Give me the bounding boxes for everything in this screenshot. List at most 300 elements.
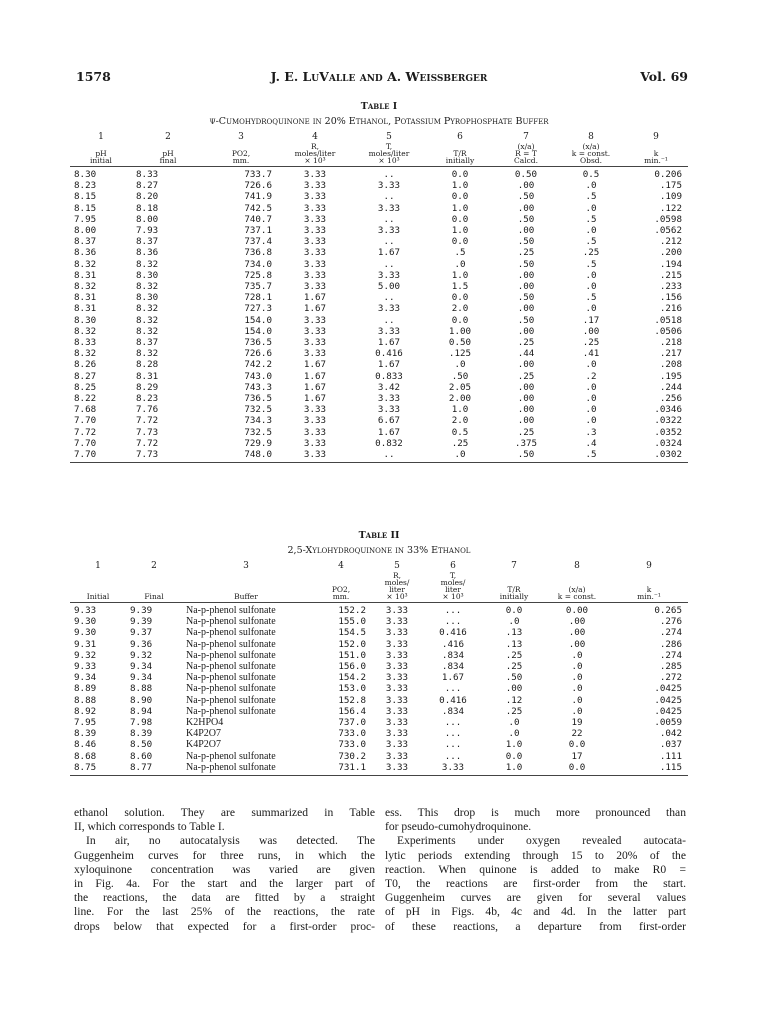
table1-cell: 3.33 bbox=[303, 225, 327, 237]
table2-cell: Na-p-phenol sulfonate bbox=[186, 649, 276, 661]
table1-cell: 7.68 bbox=[74, 404, 97, 416]
table1-cell: 8.00 bbox=[74, 225, 97, 237]
table1-cell: .212 bbox=[659, 236, 682, 248]
table1-cell: 3.33 bbox=[377, 404, 401, 416]
table1-cell: 8.29 bbox=[136, 381, 159, 393]
table-row bbox=[70, 214, 688, 225]
table2-cell: 8.39 bbox=[130, 728, 153, 740]
table2-column-number: 4 bbox=[338, 561, 344, 571]
page-header bbox=[70, 69, 688, 85]
table2-cell: 19 bbox=[571, 717, 583, 729]
table2-cell: 3.33 bbox=[385, 717, 409, 729]
table-row bbox=[70, 751, 688, 762]
table1-cell: 743.3 bbox=[244, 381, 272, 393]
table2-cell: 8.50 bbox=[130, 739, 153, 751]
table2-cell: .274 bbox=[659, 627, 682, 639]
table1-cell: 736.8 bbox=[244, 247, 272, 259]
text-line: xyloquinone concentration was varied are given bbox=[74, 862, 375, 876]
table2-cell: 8.46 bbox=[74, 739, 97, 751]
table2-cell: 151.0 bbox=[338, 649, 366, 661]
table1-cell: .50 bbox=[517, 258, 535, 270]
table1-cell: .109 bbox=[659, 191, 682, 203]
table1-cell: .0 bbox=[585, 381, 597, 393]
table1-cell: 8.31 bbox=[74, 303, 97, 315]
table2-cell: 22 bbox=[571, 728, 583, 740]
table2-cell: 3.33 bbox=[385, 661, 409, 673]
table1-cell: 728.1 bbox=[244, 292, 272, 304]
table1-cell: 1.67 bbox=[377, 337, 401, 349]
table2-cell: 3.33 bbox=[385, 694, 409, 706]
table1-cell: 2.0 bbox=[451, 415, 469, 427]
table1-cell: 3.33 bbox=[303, 169, 327, 180]
table2-cell: .0059 bbox=[654, 717, 682, 729]
table1-column-header: T, moles/liter × 10³ bbox=[352, 143, 426, 167]
table2-cell: .276 bbox=[659, 616, 682, 628]
table1-cell: 8.30 bbox=[136, 292, 159, 304]
table1-cell: 732.5 bbox=[244, 426, 272, 438]
table2-column-number: 9 bbox=[646, 561, 652, 571]
table2-cell: .0 bbox=[571, 649, 583, 661]
table1-cell: 154.0 bbox=[244, 325, 272, 337]
table1-column-number: 1 bbox=[98, 132, 104, 142]
table2-cell: .042 bbox=[659, 728, 682, 740]
table1-cell: .0 bbox=[585, 225, 597, 237]
text-line: In air, no autocatalysis was detected. The bbox=[86, 834, 375, 848]
table1-cell: .0 bbox=[585, 180, 597, 192]
table2-cell: .834 bbox=[441, 649, 465, 661]
table1-cell: .0 bbox=[585, 202, 597, 214]
table1-column-header: pH initial bbox=[70, 143, 132, 167]
body-text-right-column bbox=[385, 806, 686, 934]
text-line: drops below that expected for a first-order proc- bbox=[74, 919, 375, 933]
table1-cell: .00 bbox=[517, 404, 535, 416]
table1-cell: .195 bbox=[659, 370, 682, 382]
table-row bbox=[70, 259, 688, 270]
table2-cell: .0 bbox=[571, 705, 583, 717]
table1-cell: .00 bbox=[517, 281, 535, 293]
table2-cell: 8.75 bbox=[70, 762, 126, 776]
table1-cell: 2.05 bbox=[448, 381, 472, 393]
table-row bbox=[70, 404, 688, 415]
table1-cell: .25 bbox=[451, 437, 469, 449]
table1-cell: 5.00 bbox=[377, 281, 401, 293]
table1-cell: 0.833 bbox=[375, 370, 403, 382]
table2-cell: .111 bbox=[659, 750, 682, 762]
table1-cell: 8.36 bbox=[74, 247, 97, 259]
table2-cell: 3.33 bbox=[385, 728, 409, 740]
table1-cell: .00 bbox=[517, 180, 535, 192]
table1-cell: .50 bbox=[451, 370, 469, 382]
table2-column-number: 5 bbox=[394, 561, 400, 571]
table-row bbox=[70, 203, 688, 214]
table2-column-header: T/R initially bbox=[484, 572, 544, 603]
table2-cell: 0.0 bbox=[505, 750, 523, 762]
table2-cell: .286 bbox=[659, 638, 682, 650]
table1-cell: 8.30 bbox=[74, 314, 97, 326]
table1-cell: 1.5 bbox=[451, 281, 469, 293]
table1-cell: 3.33 bbox=[303, 281, 327, 293]
table-row bbox=[70, 717, 688, 728]
table1-column-number: 2 bbox=[165, 132, 171, 142]
table1-cell: .. bbox=[352, 449, 426, 463]
table1-cell: .0518 bbox=[654, 314, 682, 326]
table2-column-number: 8 bbox=[574, 561, 580, 571]
text-line: lytic periods extending through 15 to 20% of the bbox=[385, 848, 686, 862]
table1-cell: .5 bbox=[585, 292, 597, 304]
table2-cell: 0.0 bbox=[544, 762, 610, 776]
table-row bbox=[70, 359, 688, 370]
table2-cell: ... bbox=[444, 717, 462, 729]
table1-cell: 3.33 bbox=[377, 303, 401, 315]
table2-cell: 8.88 bbox=[130, 683, 153, 695]
table1-cell: 154.0 bbox=[244, 314, 272, 326]
table2-cell: 8.89 bbox=[74, 683, 97, 695]
table2-cell: .13 bbox=[505, 638, 523, 650]
table1-cell: 732.5 bbox=[244, 404, 272, 416]
table2-cell: Na-p-phenol sulfonate bbox=[186, 627, 276, 639]
table1-cell: 7.73 bbox=[132, 449, 204, 463]
table-row bbox=[70, 438, 688, 449]
table2-cell: Na-p-phenol sulfonate bbox=[186, 605, 276, 616]
table1-cell: 8.32 bbox=[136, 348, 159, 360]
table-row bbox=[70, 167, 688, 181]
table1-cell: 3.33 bbox=[303, 426, 327, 438]
table2-cell: .0425 bbox=[654, 683, 682, 695]
table1-cell: 737.1 bbox=[244, 225, 272, 237]
text-line: the reactions, the data are fitted by a straight bbox=[74, 891, 375, 905]
table1-cell: 0.832 bbox=[375, 437, 403, 449]
table2-cell: 731.1 bbox=[310, 762, 372, 776]
table1-cell: .0 bbox=[585, 281, 597, 293]
table1-cell: .233 bbox=[659, 281, 682, 293]
table1-cell: .5 bbox=[558, 449, 624, 463]
table1-cell: 742.5 bbox=[244, 202, 272, 214]
table1-cell: .0 bbox=[454, 258, 466, 270]
table2-cell: 9.32 bbox=[130, 649, 153, 661]
table1-cell: 727.3 bbox=[244, 303, 272, 315]
table1-cell: .0 bbox=[585, 393, 597, 405]
table1-cell: .0 bbox=[426, 449, 494, 463]
table2-cell: 152.8 bbox=[338, 694, 366, 706]
table2-cell: Na-p-phenol sulfonate bbox=[186, 638, 276, 650]
table2-cell: .037 bbox=[659, 739, 682, 751]
table1-cell: 1.67 bbox=[303, 303, 327, 315]
table1-cell: .00 bbox=[517, 225, 535, 237]
table2-cell: 0.265 bbox=[654, 605, 682, 616]
table1-cell: .0302 bbox=[624, 449, 688, 463]
table1-cell: .00 bbox=[517, 303, 535, 315]
table2-cell: .00 bbox=[568, 616, 586, 628]
table2-cell: .00 bbox=[505, 683, 523, 695]
table1-cell: .00 bbox=[517, 415, 535, 427]
table2-cell: .0425 bbox=[654, 694, 682, 706]
table1-column-header: PO2, mm. bbox=[204, 143, 278, 167]
table1-cell: .0324 bbox=[654, 437, 682, 449]
table1-cell: 3.33 bbox=[303, 213, 327, 225]
table1-cell: .156 bbox=[659, 292, 682, 304]
table1-column-header: (x/a) k = const. Obsd. bbox=[558, 143, 624, 167]
table2-cell: 3.33 bbox=[385, 750, 409, 762]
table2-cell: .13 bbox=[505, 627, 523, 639]
table2-column-header: k min.⁻¹ bbox=[610, 572, 688, 603]
table2-column-number: 1 bbox=[95, 561, 101, 571]
table1-cell: .25 bbox=[517, 337, 535, 349]
table1-cell: 1.0 bbox=[451, 269, 469, 281]
table1-cell: 741.9 bbox=[244, 191, 272, 203]
volume-label: Vol. 69 bbox=[640, 69, 688, 84]
table1-cell: 8.32 bbox=[74, 281, 97, 293]
table1-cell: .244 bbox=[659, 381, 682, 393]
table-row bbox=[70, 415, 688, 426]
table2-cell: .25 bbox=[505, 661, 523, 673]
table1-cell: 7.72 bbox=[136, 437, 159, 449]
table1-cell: 8.36 bbox=[136, 247, 159, 259]
table1-cell: 7.72 bbox=[74, 426, 97, 438]
table-row bbox=[70, 393, 688, 404]
table2-cell: 3.33 bbox=[385, 649, 409, 661]
table1-cell: 1.67 bbox=[303, 370, 327, 382]
table1-cell: .4 bbox=[585, 437, 597, 449]
table1-column-number: 7 bbox=[523, 132, 529, 142]
table2-cell: .274 bbox=[659, 649, 682, 661]
table2-cell: 9.33 bbox=[74, 661, 97, 673]
table1-column-number: 8 bbox=[588, 132, 594, 142]
table1-column-number: 6 bbox=[457, 132, 463, 142]
table1-cell: 7.72 bbox=[136, 415, 159, 427]
table1-cell: 8.32 bbox=[136, 258, 159, 270]
text-line: T0, the reactions are first-order from the start. bbox=[385, 877, 686, 891]
table1-cell: 7.76 bbox=[136, 404, 159, 416]
table2-cell: ... bbox=[444, 728, 462, 740]
table2-cell: 733.0 bbox=[338, 728, 366, 740]
table1-cell: .25 bbox=[517, 426, 535, 438]
table2-column-header: Final bbox=[126, 572, 182, 603]
table2-cell: 3.33 bbox=[385, 616, 409, 628]
table2-cell: 3.33 bbox=[385, 705, 409, 717]
table1-cell: .. bbox=[383, 236, 395, 248]
table2-cell: .0 bbox=[571, 694, 583, 706]
table1-cell: 8.32 bbox=[136, 281, 159, 293]
table2-cell: K4P2O7 bbox=[186, 739, 222, 751]
table1-cell: .208 bbox=[659, 359, 682, 371]
table2-cell: 9.32 bbox=[74, 649, 97, 661]
table2-cell: 9.31 bbox=[74, 638, 97, 650]
table2-cell: Na-p-phenol sulfonate bbox=[186, 616, 276, 628]
table2-cell: K4P2O7 bbox=[186, 728, 222, 740]
table1-cell: 743.0 bbox=[244, 370, 272, 382]
table2-column-header: PO2, mm. bbox=[310, 572, 372, 603]
table1-caption: Table I bbox=[360, 101, 398, 112]
running-title: J. E. LuValle and A. Weissberger bbox=[270, 69, 488, 84]
table1-cell: 8.31 bbox=[136, 370, 159, 382]
table1-cell: 7.93 bbox=[136, 225, 159, 237]
table2-cell: Na-p-phenol sulfonate bbox=[186, 750, 276, 762]
table1-cell: 3.33 bbox=[303, 269, 327, 281]
table1-cell: 734.0 bbox=[244, 258, 272, 270]
table2-cell: 9.34 bbox=[130, 661, 153, 673]
table2-cell: 9.37 bbox=[130, 627, 153, 639]
table1-cell: 748.0 bbox=[204, 449, 278, 463]
table1-cell: .. bbox=[383, 191, 395, 203]
table2-column-number: 2 bbox=[151, 561, 157, 571]
table1-cell: 1.0 bbox=[451, 202, 469, 214]
table1-cell: 0.0 bbox=[451, 292, 469, 304]
table1-cell: 8.18 bbox=[136, 202, 159, 214]
table-row bbox=[70, 382, 688, 393]
table2-cell: 3.33 bbox=[385, 672, 409, 684]
table1-cell: 3.33 bbox=[303, 258, 327, 270]
table1-cell: 3.33 bbox=[278, 449, 352, 463]
table1-cell: 3.33 bbox=[303, 437, 327, 449]
table1-cell: .215 bbox=[659, 269, 682, 281]
table1-cell: 736.5 bbox=[244, 337, 272, 349]
table2-cell: Na-p-phenol sulfonate bbox=[186, 683, 276, 695]
table2-cell: Na-p-phenol sulfonate bbox=[186, 672, 276, 684]
table2-cell: 3.33 bbox=[385, 683, 409, 695]
table2-cell: 3.33 bbox=[422, 762, 484, 776]
table-row bbox=[70, 739, 688, 750]
table1-cell: .194 bbox=[659, 258, 682, 270]
table1-cell: 0.416 bbox=[375, 348, 403, 360]
table2-cell: 153.0 bbox=[338, 683, 366, 695]
table1-cell: 8.26 bbox=[74, 359, 97, 371]
table1-cell: 1.67 bbox=[303, 393, 327, 405]
table1-cell: .17 bbox=[582, 314, 600, 326]
table1-cell: 8.23 bbox=[136, 393, 159, 405]
table1-cell: 3.33 bbox=[303, 337, 327, 349]
table1-cell: .. bbox=[383, 292, 395, 304]
table2-cell: 8.94 bbox=[130, 705, 153, 717]
table2-cell: .0425 bbox=[654, 705, 682, 717]
table1-cell: .50 bbox=[517, 236, 535, 248]
table1-cell: 1.67 bbox=[303, 381, 327, 393]
table1-cell: .00 bbox=[517, 393, 535, 405]
table-row bbox=[70, 303, 688, 314]
text-line: ethanol solution. They are summarized in Table bbox=[74, 806, 375, 819]
table2-cell: 7.98 bbox=[130, 717, 153, 729]
table2-cell: 9.33 bbox=[74, 605, 97, 616]
table2-cell: 1.0 bbox=[505, 739, 523, 751]
table1-cell: 7.70 bbox=[74, 415, 97, 427]
table2-cell: .00 bbox=[568, 627, 586, 639]
table1-cell: 8.32 bbox=[74, 258, 97, 270]
table2-cell: 17 bbox=[571, 750, 583, 762]
table-row bbox=[70, 661, 688, 672]
text-line: in Fig. 4a. For the start and the larger part of bbox=[74, 877, 375, 891]
table2-column-header: (x/a) k = const. bbox=[544, 572, 610, 603]
table1-cell: .25 bbox=[582, 337, 600, 349]
table2-cell: 9.36 bbox=[130, 638, 153, 650]
table1-cell: 8.30 bbox=[136, 269, 159, 281]
table1-cell: .0 bbox=[585, 359, 597, 371]
table1-cell: .25 bbox=[517, 370, 535, 382]
table1-cell: 3.33 bbox=[303, 247, 327, 259]
table1-cell: 3.33 bbox=[377, 325, 401, 337]
table1-cell: 3.33 bbox=[303, 191, 327, 203]
table1-cell: 733.7 bbox=[244, 169, 272, 180]
table1-cell: 3.42 bbox=[377, 381, 401, 393]
table1-cell: .00 bbox=[517, 359, 535, 371]
table-row bbox=[70, 180, 688, 191]
table1-cell: .0 bbox=[585, 269, 597, 281]
table2-cell: ... bbox=[444, 605, 462, 616]
table2-cell: 155.0 bbox=[338, 616, 366, 628]
table1-cell: 2.0 bbox=[451, 303, 469, 315]
table1-cell: 0.0 bbox=[451, 236, 469, 248]
table2-column-number: 3 bbox=[243, 561, 249, 571]
table2-cell: .50 bbox=[505, 672, 523, 684]
table2-cell: 9.34 bbox=[74, 672, 97, 684]
table1-subtitle: ψ-Cumohydroquinone in 20% Ethanol, Potassium Pyrophosphate Buffer bbox=[209, 116, 549, 127]
table2-cell: K2HPO4 bbox=[186, 717, 224, 729]
text-line: for pseudo-cumohydroquinone. bbox=[385, 820, 532, 834]
table2-cell: 9.30 bbox=[74, 616, 97, 628]
table-row bbox=[70, 639, 688, 650]
table1-cell: .0352 bbox=[654, 426, 682, 438]
table1-cell: 8.28 bbox=[136, 359, 159, 371]
table1-cell: 3.33 bbox=[377, 180, 401, 192]
table-row bbox=[70, 348, 688, 359]
table2-cell: Na-p-phenol sulfonate bbox=[186, 694, 276, 706]
table2-cell: .0 bbox=[571, 683, 583, 695]
table1-cell: 736.5 bbox=[244, 393, 272, 405]
table2-cell: .272 bbox=[659, 672, 682, 684]
table1-cell: .00 bbox=[517, 381, 535, 393]
table2-cell: 154.5 bbox=[338, 627, 366, 639]
table1-cell: .50 bbox=[517, 314, 535, 326]
table1-cell: 3.33 bbox=[377, 269, 401, 281]
table1-cell: 8.33 bbox=[74, 337, 97, 349]
table1-cell: .0598 bbox=[654, 213, 682, 225]
table2-cell: ... bbox=[444, 750, 462, 762]
table2-cell: 733.0 bbox=[338, 739, 366, 751]
table1-cell: 7.73 bbox=[136, 426, 159, 438]
table2-cell: 3.33 bbox=[372, 762, 422, 776]
table1-cell: 7.95 bbox=[74, 213, 97, 225]
table1-cell: .175 bbox=[659, 180, 682, 192]
text-line: II, which corresponds to Table I. bbox=[74, 820, 225, 834]
table-row bbox=[70, 449, 688, 463]
table1-cell: 8.25 bbox=[74, 381, 97, 393]
text-line: of these reactions, a departure from first-order bbox=[385, 919, 686, 933]
table1-cell: 7.70 bbox=[74, 437, 97, 449]
table1-cell: 725.8 bbox=[244, 269, 272, 281]
table2-column-number: 7 bbox=[511, 561, 517, 571]
table1-cell: 0.0 bbox=[451, 169, 469, 180]
table2-column-number: 6 bbox=[450, 561, 456, 571]
table1-cell: .00 bbox=[517, 269, 535, 281]
table1-cell: 8.31 bbox=[74, 269, 97, 281]
table1-cell: 3.33 bbox=[303, 348, 327, 360]
table1-cell: 3.33 bbox=[303, 180, 327, 192]
table1-cell: 8.15 bbox=[74, 202, 97, 214]
table2-column-header: R, moles/ liter × 10³ bbox=[372, 572, 422, 603]
table1-cell: .. bbox=[383, 213, 395, 225]
table1-cell: .00 bbox=[517, 202, 535, 214]
text-line: ess. This drop is much more pronounced than bbox=[385, 806, 686, 819]
table-row bbox=[70, 728, 688, 739]
table-row bbox=[70, 683, 688, 694]
table1-cell: .. bbox=[383, 258, 395, 270]
table2-cell: ... bbox=[444, 616, 462, 628]
table1-cell: 8.37 bbox=[136, 337, 159, 349]
table1-cell: 3.33 bbox=[303, 404, 327, 416]
table1-cell: 8.00 bbox=[136, 213, 159, 225]
table2-cell: 8.92 bbox=[74, 705, 97, 717]
table2-cell: 8.77 bbox=[126, 762, 182, 776]
table1-cell: 742.2 bbox=[244, 359, 272, 371]
table1-cell: .5 bbox=[454, 247, 466, 259]
